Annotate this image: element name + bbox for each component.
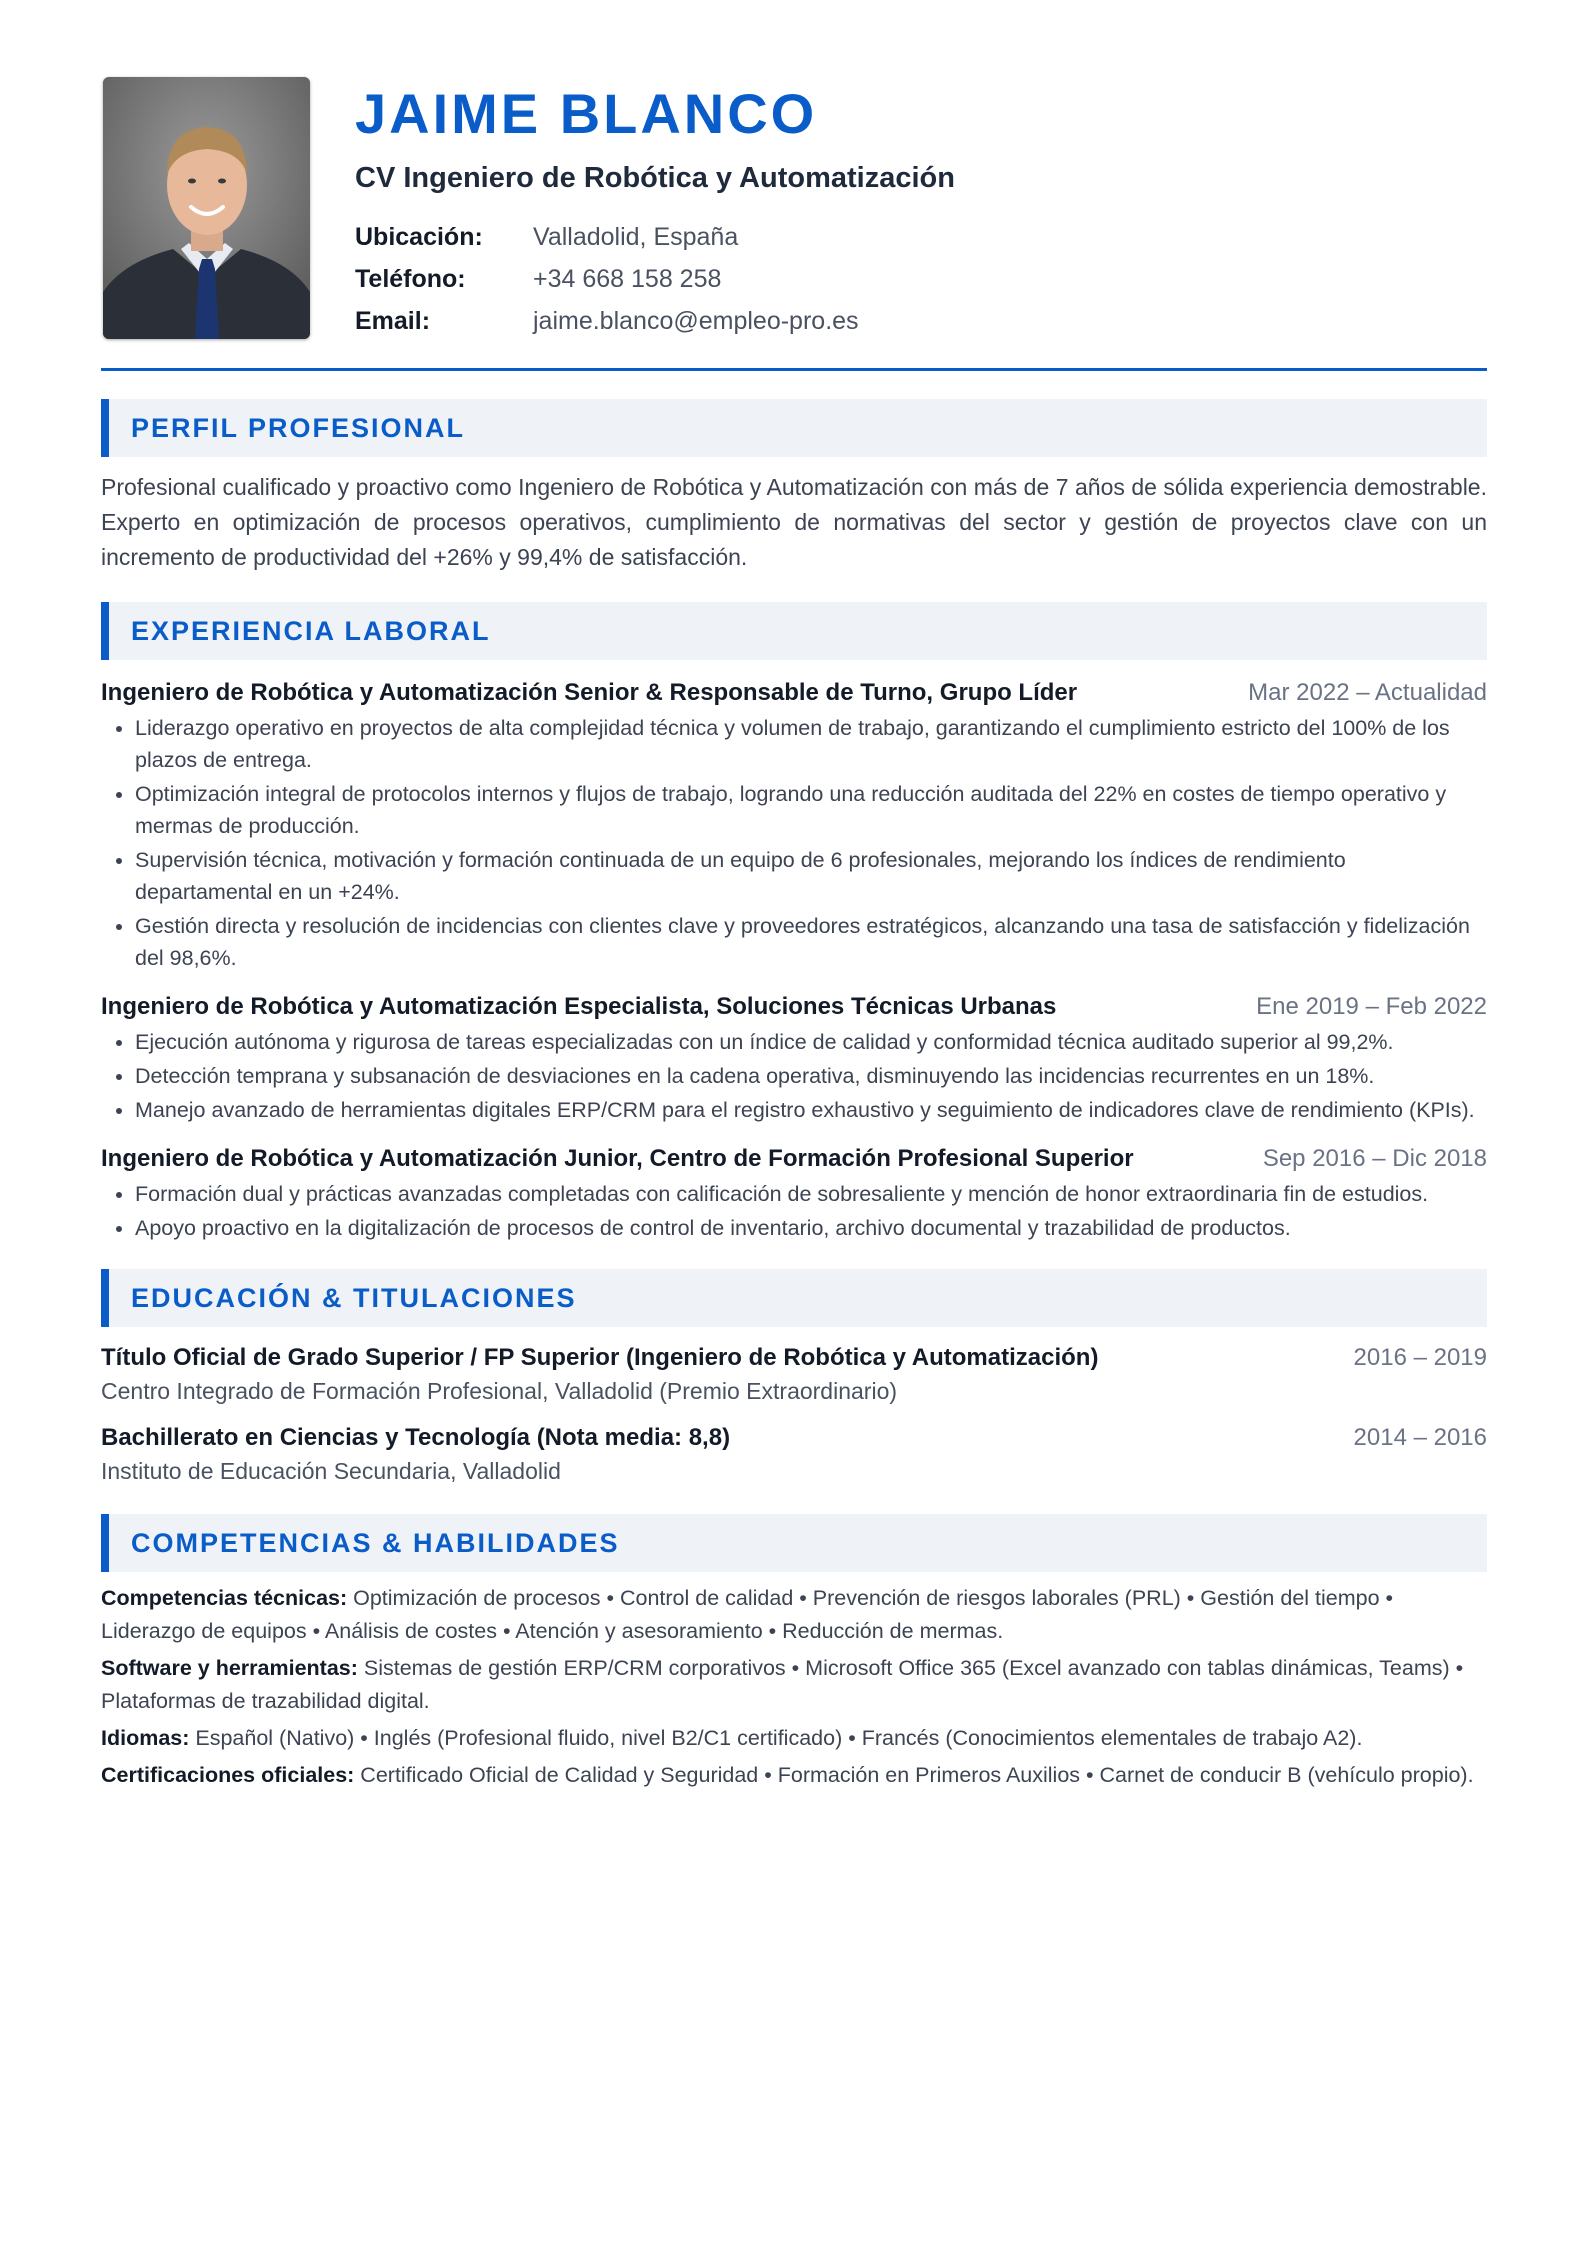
job-bullets — [101, 712, 1487, 974]
skill-value: Certificado Oficial de Calidad y Seguridad • Formación en Primeros Auxilios • Carnet de conducir B (vehículo propio). — [354, 1763, 1474, 1787]
profile-text: Profesional cualificado y proactivo como Ingeniero de Robótica y Automatización con más de 7 años de sólida experiencia demostrable. Experto en optimización de procesos operativos, cumplimiento de normativas del sector y gestión de proyectos clave con un incremento de productividad del +26% y 99,4% de satisfacción. — [101, 474, 1487, 570]
contact-value: jaime.blanco@empleo-pro.es — [533, 307, 859, 335]
resume-subtitle: CV Ingeniero de Robótica y Automatización — [355, 162, 955, 194]
job-bullet: • Ejecución autónoma y rigurosa de tareas especializadas con un índice de calidad y conformidad técnica auditado superior al 99,2%. — [135, 1026, 1487, 1058]
contact-label: Ubicación: — [355, 223, 483, 251]
job-date: Mar 2022 – Actualidad — [1248, 679, 1487, 706]
skill-label: Competencias técnicas: — [101, 1586, 348, 1610]
job-bullet: • Detección temprana y subsanación de desviaciones en la cadena operativa, disminuyendo las incidencias recurrentes en un 18%. — [135, 1060, 1487, 1092]
section-heading: PERFIL PROFESIONAL — [101, 399, 1487, 457]
education-header — [101, 1421, 1487, 1455]
job-bullets — [101, 1026, 1487, 1126]
job-bullet: • Optimización integral de protocolos internos y flujos de trabajo, logrando una reducción auditada del 22% en costes de tiempo operativo y mermas de producción. — [135, 778, 1487, 842]
education-title: Título Oficial de Grado Superior / FP Superior (Ingeniero de Robótica y Automatización) — [101, 1344, 1099, 1371]
skills-list — [101, 1582, 1487, 1792]
skill-label: Idiomas: — [101, 1726, 190, 1750]
portrait-illustration — [103, 77, 310, 339]
contact-location — [355, 216, 955, 258]
job-entry — [101, 1142, 1487, 1244]
contact-value: Valladolid, España — [533, 223, 739, 251]
job-date: Ene 2019 – Feb 2022 — [1256, 993, 1487, 1020]
profile-section — [101, 399, 1487, 575]
job-bullet: • Liderazgo operativo en proyectos de alta complejidad técnica y volumen de trabajo, garantizando el cumplimiento estricto del 100% de los plazos de entrega. — [135, 712, 1487, 776]
job-bullet: • Formación dual y prácticas avanzadas completadas con calificación de sobresaliente y mención de honor extraordinaria fin de estudios. — [135, 1178, 1487, 1210]
job-entry — [101, 990, 1487, 1126]
skill-item — [101, 1652, 1487, 1718]
job-date: Sep 2016 – Dic 2018 — [1262, 1145, 1487, 1172]
job-title: Ingeniero de Robótica y Automatización Junior, Centro de Formación Profesional Superior — [101, 1145, 1134, 1172]
skill-value: Español (Nativo) • Inglés (Profesional fluido, nivel B2/C1 certificado) • Francés (Conocimientos elementales de trabajo A2). — [189, 1726, 1363, 1750]
contact-email — [355, 300, 955, 342]
education-entry — [101, 1421, 1487, 1487]
contact-label: Teléfono: — [355, 265, 466, 293]
profile-photo — [103, 77, 310, 339]
education-entry — [101, 1341, 1487, 1407]
skill-value: Optimización de procesos • Control de calidad • Prevención de riesgos laborales (PRL) • Gestión del tiempo • Liderazgo de equipos • Análisis de costes • Atención y asesoramiento • Reducción de mermas. — [101, 1586, 1394, 1643]
education-header — [101, 1341, 1487, 1375]
education-institution: Instituto de Educación Secundaria, Valladolid — [101, 1458, 561, 1484]
job-header — [101, 676, 1487, 710]
job-entry — [101, 676, 1487, 974]
skill-item — [101, 1759, 1487, 1792]
job-bullets — [101, 1178, 1487, 1244]
education-date: 2016 – 2019 — [1353, 1344, 1487, 1371]
job-bullet: • Manejo avanzado de herramientas digitales ERP/CRM para el registro exhaustivo y seguimiento de indicadores clave de rendimiento (KPIs). — [135, 1094, 1487, 1126]
skill-label: Software y herramientas: — [101, 1656, 358, 1680]
section-heading: EXPERIENCIA LABORAL — [101, 602, 1487, 660]
job-title: Ingeniero de Robótica y Automatización Senior & Responsable de Turno, Grupo Líder — [101, 679, 1078, 706]
header-info — [355, 82, 955, 342]
contact-label: Email: — [355, 307, 431, 335]
contact-phone — [355, 258, 955, 300]
contact-list — [355, 216, 955, 342]
contact-value: +34 668 158 258 — [533, 265, 722, 293]
education-section — [101, 1269, 1487, 1487]
experience-section — [101, 602, 1487, 1244]
section-heading: EDUCACIÓN & TITULACIONES — [101, 1269, 1487, 1327]
job-title: Ingeniero de Robótica y Automatización Especialista, Soluciones Técnicas Urbanas — [101, 993, 1057, 1020]
job-bullet: • Apoyo proactivo en la digitalización de procesos de control de inventario, archivo documental y trazabilidad de productos. — [135, 1212, 1487, 1244]
job-bullet: • Gestión directa y resolución de incidencias con clientes clave y proveedores estratégicos, alcanzando una tasa de satisfacción y fidelización del 98,6%. — [135, 910, 1487, 974]
job-header — [101, 1142, 1487, 1176]
job-header — [101, 990, 1487, 1024]
resume-header — [101, 0, 1487, 371]
skill-label: Certificaciones oficiales: — [101, 1763, 355, 1787]
skill-value: Sistemas de gestión ERP/CRM corporativos • Microsoft Office 365 (Excel avanzado con tablas dinámicas, Teams) • Plataformas de trazabilidad digital. — [101, 1656, 1464, 1713]
candidate-name: JAIME BLANCO — [355, 82, 818, 145]
education-title: Bachillerato en Ciencias y Tecnología (Nota media: 8,8) — [101, 1424, 731, 1451]
skill-item — [101, 1722, 1487, 1755]
education-institution: Centro Integrado de Formación Profesional, Valladolid (Premio Extraordinario) — [101, 1378, 898, 1404]
skills-section — [101, 1514, 1487, 1792]
section-heading: COMPETENCIAS & HABILIDADES — [101, 1514, 1487, 1572]
skill-item — [101, 1582, 1487, 1648]
education-date: 2014 – 2016 — [1353, 1424, 1487, 1451]
job-bullet: • Supervisión técnica, motivación y formación continuada de un equipo de 6 profesionales, mejorando los índices de rendimiento departamental en un +24%. — [135, 844, 1487, 908]
